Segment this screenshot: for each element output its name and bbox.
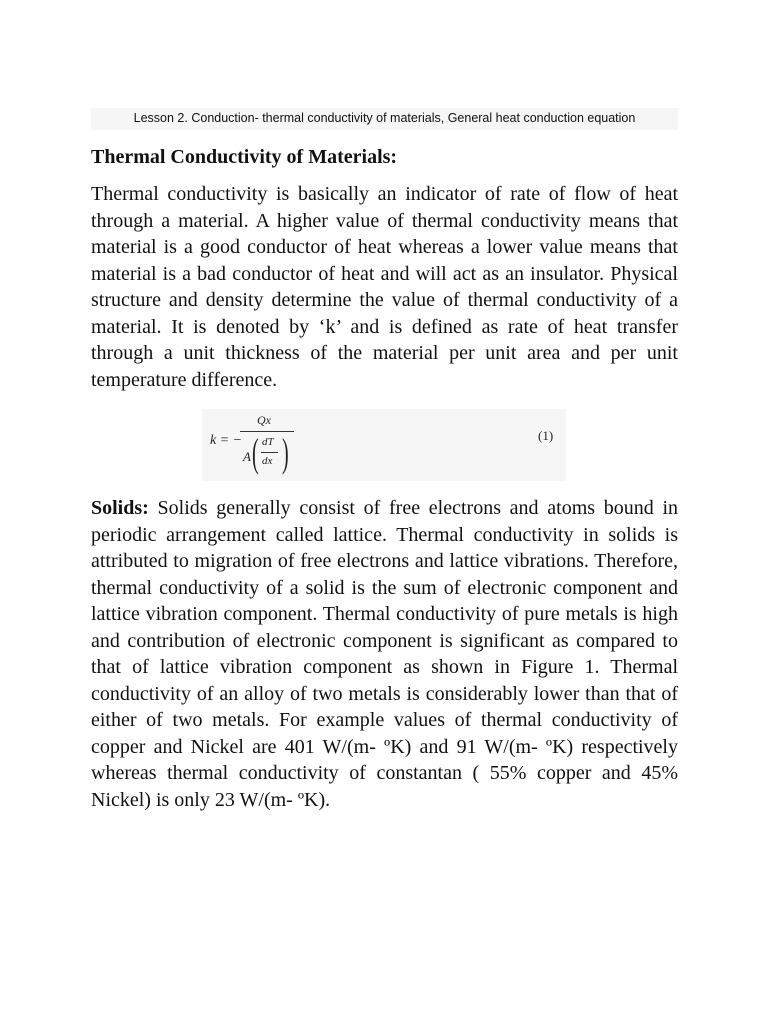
- solids-text: Solids generally consist of free electrons and atoms bound in periodic arrangement called lattice. Thermal conductivity in solids is attributed to migration of free electrons and lattice vibrations. Therefore, thermal conductivity of a solid is the sum of electronic component and lattice vibration component. Thermal conductivity of pure metals is high and contribution of electronic component is significant as compared to that of lattice vibration component as shown in Figure 1. Thermal conductivity of an alloy of two metals is considerably lower than that of either of two metals. For example values of thermal conductivity of copper and Nickel are 401 W/(m- ºK) and 91 W/(m- ºK) respectively whereas thermal conductivity of constantan ( 55% copper and 45% Nickel) is only 23 W/(m- ºK).: [91, 497, 679, 811]
- equation-lhs: k = −: [210, 433, 243, 448]
- equation-left-paren: (: [252, 430, 259, 475]
- intro-paragraph: Thermal conductivity is basically an indicator of rate of flow of heat through a material. A higher value of thermal conductivity means that material is a good conductor of heat whereas a lower value means that material is a bad conductor of heat and will act as an insulator. Physical structure and density determine the value of thermal conductivity of a material. It is denoted by ‘k’ and is defined as rate of heat transfer through a unit thickness of the material per unit area and per unit temperature difference.: [91, 183, 678, 391]
- equation-derivative-top: dT: [262, 436, 274, 448]
- equation-denominator-factor: A: [243, 449, 251, 464]
- solids-lead: Solids:: [91, 497, 149, 519]
- equation-tag: (1): [538, 428, 554, 443]
- equation-numerator: Qx: [257, 413, 271, 427]
- section-heading: Thermal Conductivity of Materials:: [91, 146, 398, 168]
- solids-paragraph: [91, 495, 678, 813]
- document-page: [91, 108, 678, 813]
- equation-1: [202, 409, 566, 481]
- equation-derivative-bottom: dx: [262, 455, 273, 467]
- equation-derivative-bar: [261, 452, 278, 453]
- lesson-title: Lesson 2. Conduction- thermal conductivity of materials, General heat conduction equation: [91, 108, 678, 130]
- equation-right-paren: ): [282, 430, 289, 475]
